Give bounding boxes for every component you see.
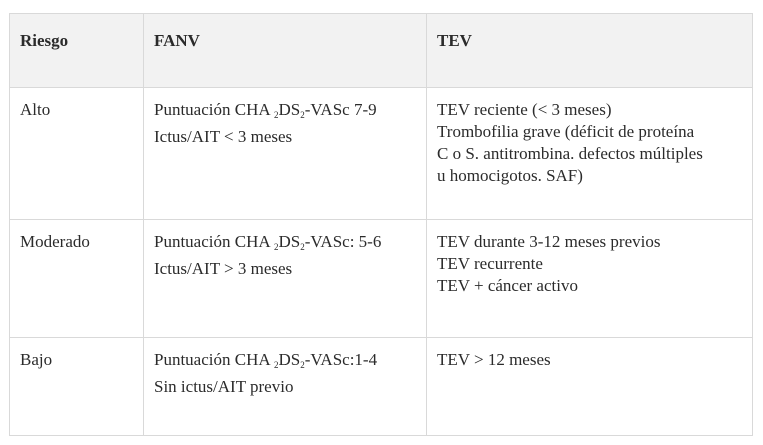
fanv-line: Sin ictus/AIT previo [154,377,294,396]
tev-line: u homocigotos. SAF) [437,166,583,185]
header-fanv: FANV [144,14,427,88]
tev-cell [427,220,753,338]
tev-line: TEV reciente (< 3 meses) [437,100,612,119]
fanv-cell [144,338,427,436]
header-riesgo: Riesgo [10,14,144,88]
tev-cell [427,88,753,220]
fanv-cell [144,220,427,338]
tev-line: C o S. antitrombina. defectos múltiples [437,144,703,163]
table-row [10,220,753,338]
risk-table [9,13,753,436]
fanv-score-line: Puntuación CHA $_2DS_2$-VASc: 5-6 [154,232,382,252]
fanv-score-line: Puntuación CHA $_2DS_2$-VASc 7-9 [154,100,377,120]
risk-level: Bajo [20,350,53,369]
table-row [10,88,753,220]
fanv-line: Ictus/AIT < 3 meses [154,127,293,146]
tev-line: TEV > 12 meses [437,350,551,369]
risk-cell [10,88,144,220]
risk-level: Moderado [20,232,90,251]
tev-line: Trombofilia grave (déficit de proteína [437,122,695,141]
fanv-cell [144,88,427,220]
tev-line: TEV + cáncer activo [437,276,578,295]
tev-line: TEV durante 3-12 meses previos [437,232,661,251]
tev-line: TEV recurrente [437,254,543,273]
header-tev: TEV [427,14,753,88]
tev-cell [427,338,753,436]
fanv-score-line: Puntuación CHA $_2DS_2-VASc:1-4$ [154,350,378,370]
risk-cell [10,220,144,338]
risk-level: Alto [20,100,51,119]
header-row [10,14,753,88]
risk-cell [10,338,144,436]
table-row [10,338,753,436]
fanv-line: Ictus/AIT > 3 meses [154,259,293,278]
